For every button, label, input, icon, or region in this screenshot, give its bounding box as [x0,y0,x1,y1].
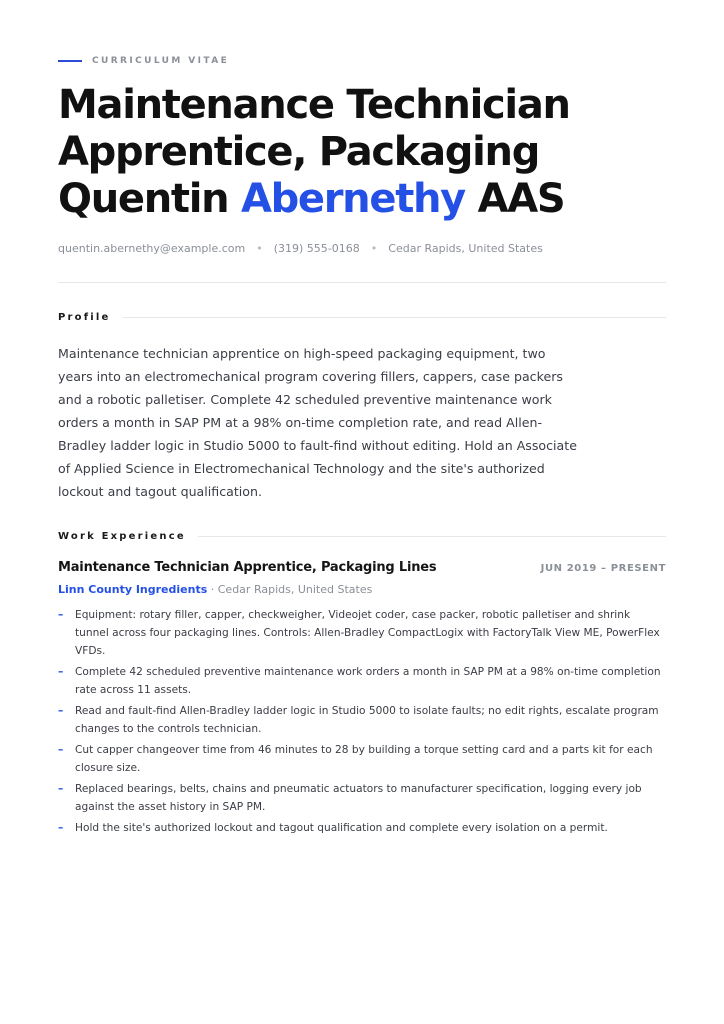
name-last: Abernethy [240,176,465,222]
profile-heading: Profile [58,312,111,323]
bullet-text: Cut capper changeover time from 46 minutes to 28 by building a torque setting card and a parts kit for each closure size. [75,744,653,774]
name-suffix: AAS [477,176,565,222]
bullet-text: Read and fault-find Allen-Bradley ladder logic in Studio 5000 to isolate faults; no edit rights, escalate program changes to the controls technician. [75,705,659,735]
company-name: Linn County Ingredients [58,583,208,596]
bullet-text: Replaced bearings, belts, chains and pneumatic actuators to manufacturer specification, logging every job against the asset history in SAP PM. [75,783,642,813]
bullet-dash: – [58,609,64,621]
experience-heading: Work Experience [58,531,186,542]
list-item [58,606,666,660]
contact-phone[interactable]: (319) 555-0168 [273,242,360,255]
profile-summary: Maintenance technician apprentice on high-speed packaging equipment, two years into an electromechanical program covering fillers, cappers, case packers and a robotic palletiser. Complete 42 scheduled preventive maintenance work orders a month in SAP PM at a 98% on-time completion rate, and read Allen-Bradley ladder logic in Studio 5000 to fault-find without editing. Hold an Associate of Applied Science in Electromechanical Technology and the site's authorized lockout and tagout qualification. [58,346,577,499]
job-location: Cedar Rapids, United States [217,583,373,596]
bullet-text: Equipment: rotary filler, capper, checkweigher, Videojet coder, case packer, robotic palletiser and shrink tunnel across four packaging lines. Controls: Allen-Bradley CompactLogix with FactoryTalk View ME, PowerFlex VFDs. [75,609,660,657]
experience-section-heading [58,531,666,542]
header-divider [58,282,666,283]
bullet-dash: – [58,822,64,834]
list-item [58,819,666,837]
job-bullets [58,606,666,840]
section-divider [198,536,666,537]
contact-separator: • [256,242,263,255]
job-employer [58,583,372,596]
bullet-dash: – [58,783,64,795]
list-item [58,741,666,777]
list-item [58,780,666,816]
contact-location: Cedar Rapids, United States [388,242,543,255]
bullet-dash: – [58,666,64,678]
page-title [58,82,678,223]
title-line-2: Apprentice, Packaging [58,129,540,175]
job-dates: JUN 2019 – PRESENT [540,563,666,574]
contact-email[interactable]: quentin.abernethy@example.com [58,242,246,255]
name-first: Quentin [58,176,229,222]
candidate-name [58,176,678,223]
contact-line [58,242,543,255]
list-item [58,663,666,699]
eyebrow [58,56,229,66]
contact-separator: • [370,242,378,255]
bullet-dash: – [58,744,64,756]
section-divider [123,317,666,318]
profile-section-heading [58,312,666,323]
bullet-text: Hold the site's authorized lockout and tagout qualification and complete every isolation on a permit. [75,822,608,834]
bullet-text: Complete 42 scheduled preventive maintenance work orders a month in SAP PM at a 98% on-time completion rate across 11 assets. [75,666,661,696]
list-item [58,702,666,738]
title-line-1: Maintenance Technician [58,82,570,128]
job-title: Maintenance Technician Apprentice, Packaging Lines [58,560,437,575]
bullet-dash: – [58,705,64,717]
company-separator: · [210,583,215,596]
eyebrow-label: CURRICULUM VITAE [92,56,230,66]
eyebrow-accent-line [58,60,82,62]
